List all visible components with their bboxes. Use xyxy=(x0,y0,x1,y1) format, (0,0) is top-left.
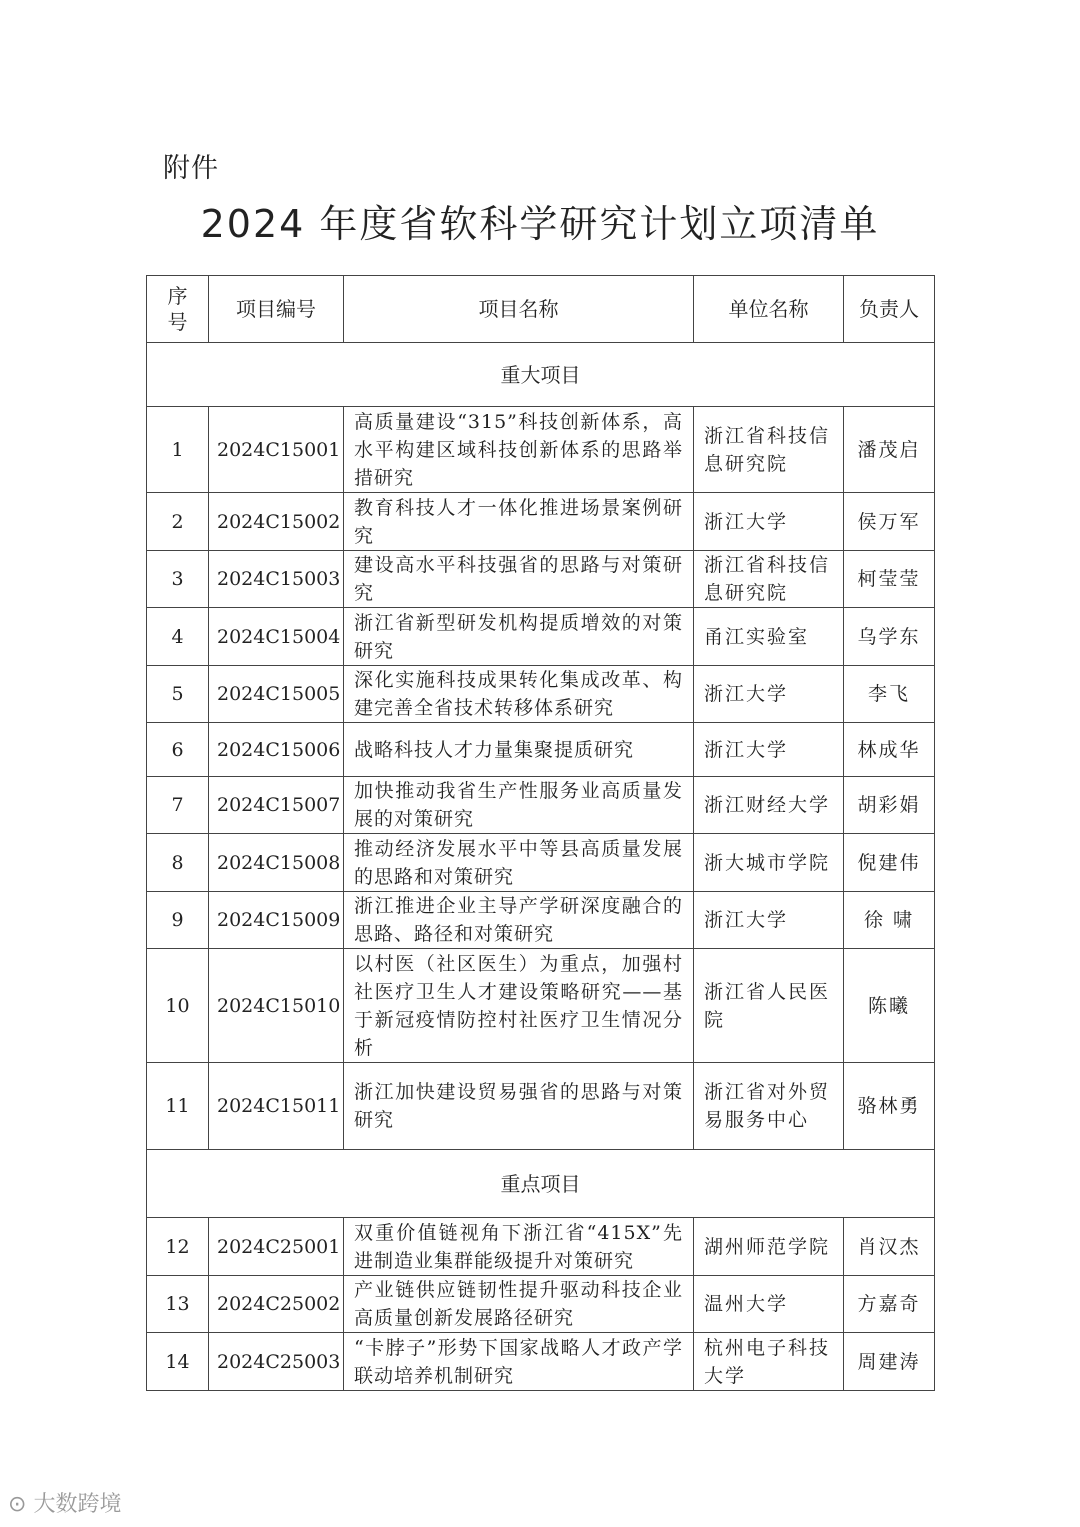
cell-name: 产业链供应链韧性提升驱动科技企业高质量创新发展路径研究 xyxy=(344,1276,694,1333)
cell-name: 浙江加快建设贸易强省的思路与对策研究 xyxy=(344,1063,694,1150)
cell-name: 推动经济发展水平中等县高质量发展的思路和对策研究 xyxy=(344,834,694,892)
cell-person: 林成华 xyxy=(844,723,935,777)
cell-no: 6 xyxy=(147,723,209,777)
cell-name: 浙江省新型研发机构提质增效的对策研究 xyxy=(344,608,694,666)
table-row xyxy=(147,608,935,666)
cell-code: 2024C15009 xyxy=(209,892,344,949)
cell-no: 12 xyxy=(147,1218,209,1276)
table-row xyxy=(147,1218,935,1276)
table-row xyxy=(147,493,935,551)
header-no: 序号 xyxy=(147,276,209,343)
table-row xyxy=(147,407,935,493)
cell-code: 2024C15003 xyxy=(209,551,344,608)
cell-unit: 浙江大学 xyxy=(694,493,844,551)
cell-person: 倪建伟 xyxy=(844,834,935,892)
section-label: 重大项目 xyxy=(147,343,935,407)
header-code: 项目编号 xyxy=(209,276,344,343)
cell-name: 深化实施科技成果转化集成改革、构建完善全省技术转移体系研究 xyxy=(344,666,694,723)
cell-person: 李飞 xyxy=(844,666,935,723)
cell-no: 10 xyxy=(147,949,209,1063)
cell-person: 胡彩娟 xyxy=(844,777,935,834)
cell-code: 2024C15010 xyxy=(209,949,344,1063)
cell-code: 2024C25003 xyxy=(209,1333,344,1391)
cell-unit: 温州大学 xyxy=(694,1276,844,1333)
cell-name: 浙江推进企业主导产学研深度融合的思路、路径和对策研究 xyxy=(344,892,694,949)
page-title: 2024 年度省软科学研究计划立项清单 xyxy=(200,202,880,246)
cell-no: 5 xyxy=(147,666,209,723)
cell-code: 2024C25001 xyxy=(209,1218,344,1276)
header-name: 项目名称 xyxy=(344,276,694,343)
cell-code: 2024C15005 xyxy=(209,666,344,723)
cell-no: 7 xyxy=(147,777,209,834)
cell-unit: 杭州电子科技大学 xyxy=(694,1333,844,1391)
cell-no: 14 xyxy=(147,1333,209,1391)
cell-person: 肖汉杰 xyxy=(844,1218,935,1276)
cell-code: 2024C15006 xyxy=(209,723,344,777)
cell-name: 双重价值链视角下浙江省“415X”先进制造业集群能级提升对策研究 xyxy=(344,1218,694,1276)
watermark-icon: ⊙ xyxy=(8,1492,27,1517)
cell-no: 9 xyxy=(147,892,209,949)
cell-no: 1 xyxy=(147,407,209,493)
cell-no: 8 xyxy=(147,834,209,892)
project-table xyxy=(146,275,935,1391)
cell-person: 侯万军 xyxy=(844,493,935,551)
cell-no: 4 xyxy=(147,608,209,666)
cell-person: 潘茂启 xyxy=(844,407,935,493)
cell-person: 周建涛 xyxy=(844,1333,935,1391)
table-row xyxy=(147,777,935,834)
watermark xyxy=(8,1487,121,1518)
cell-unit: 浙江省对外贸易服务中心 xyxy=(694,1063,844,1150)
table-row xyxy=(147,892,935,949)
table-row xyxy=(147,1276,935,1333)
cell-person: 柯莹莹 xyxy=(844,551,935,608)
cell-code: 2024C15001 xyxy=(209,407,344,493)
cell-unit: 浙江省科技信息研究院 xyxy=(694,407,844,493)
cell-unit: 浙江省科技信息研究院 xyxy=(694,551,844,608)
cell-unit: 浙江大学 xyxy=(694,892,844,949)
cell-unit: 甬江实验室 xyxy=(694,608,844,666)
cell-name: 以村医（社区医生）为重点，加强村社医疗卫生人才建设策略研究——基于新冠疫情防控村社医疗卫生情况分析 xyxy=(344,949,694,1063)
table-row xyxy=(147,1063,935,1150)
cell-unit: 湖州师范学院 xyxy=(694,1218,844,1276)
table-row xyxy=(147,551,935,608)
section-row xyxy=(147,1150,935,1218)
cell-name: 建设高水平科技强省的思路与对策研究 xyxy=(344,551,694,608)
cell-no: 3 xyxy=(147,551,209,608)
cell-person: 骆林勇 xyxy=(844,1063,935,1150)
table-row xyxy=(147,834,935,892)
cell-code: 2024C15008 xyxy=(209,834,344,892)
attachment-label: 附件 xyxy=(163,153,219,184)
cell-person: 方嘉奇 xyxy=(844,1276,935,1333)
watermark-text: 大数跨境 xyxy=(33,1492,122,1517)
cell-name: “卡脖子”形势下国家战略人才政产学联动培养机制研究 xyxy=(344,1333,694,1391)
table-row xyxy=(147,666,935,723)
cell-unit: 浙江财经大学 xyxy=(694,777,844,834)
cell-code: 2024C15004 xyxy=(209,608,344,666)
table-row xyxy=(147,949,935,1063)
table-header-row xyxy=(147,276,935,343)
cell-name: 教育科技人才一体化推进场景案例研究 xyxy=(344,493,694,551)
cell-unit: 浙江省人民医院 xyxy=(694,949,844,1063)
cell-person: 乌学东 xyxy=(844,608,935,666)
cell-unit: 浙大城市学院 xyxy=(694,834,844,892)
cell-code: 2024C15007 xyxy=(209,777,344,834)
cell-name: 加快推动我省生产性服务业高质量发展的对策研究 xyxy=(344,777,694,834)
cell-code: 2024C15011 xyxy=(209,1063,344,1150)
table-row xyxy=(147,1333,935,1391)
table-row xyxy=(147,723,935,777)
header-person: 负责人 xyxy=(844,276,935,343)
header-unit: 单位名称 xyxy=(694,276,844,343)
cell-person: 陈曦 xyxy=(844,949,935,1063)
cell-unit: 浙江大学 xyxy=(694,666,844,723)
cell-name: 高质量建设“315”科技创新体系，高水平构建区域科技创新体系的思路举措研究 xyxy=(344,407,694,493)
cell-no: 2 xyxy=(147,493,209,551)
cell-code: 2024C15002 xyxy=(209,493,344,551)
section-label: 重点项目 xyxy=(147,1150,935,1218)
cell-person: 徐 啸 xyxy=(844,892,935,949)
section-row xyxy=(147,343,935,407)
cell-no: 13 xyxy=(147,1276,209,1333)
cell-unit: 浙江大学 xyxy=(694,723,844,777)
cell-no: 11 xyxy=(147,1063,209,1150)
cell-name: 战略科技人才力量集聚提质研究 xyxy=(344,723,694,777)
cell-code: 2024C25002 xyxy=(209,1276,344,1333)
